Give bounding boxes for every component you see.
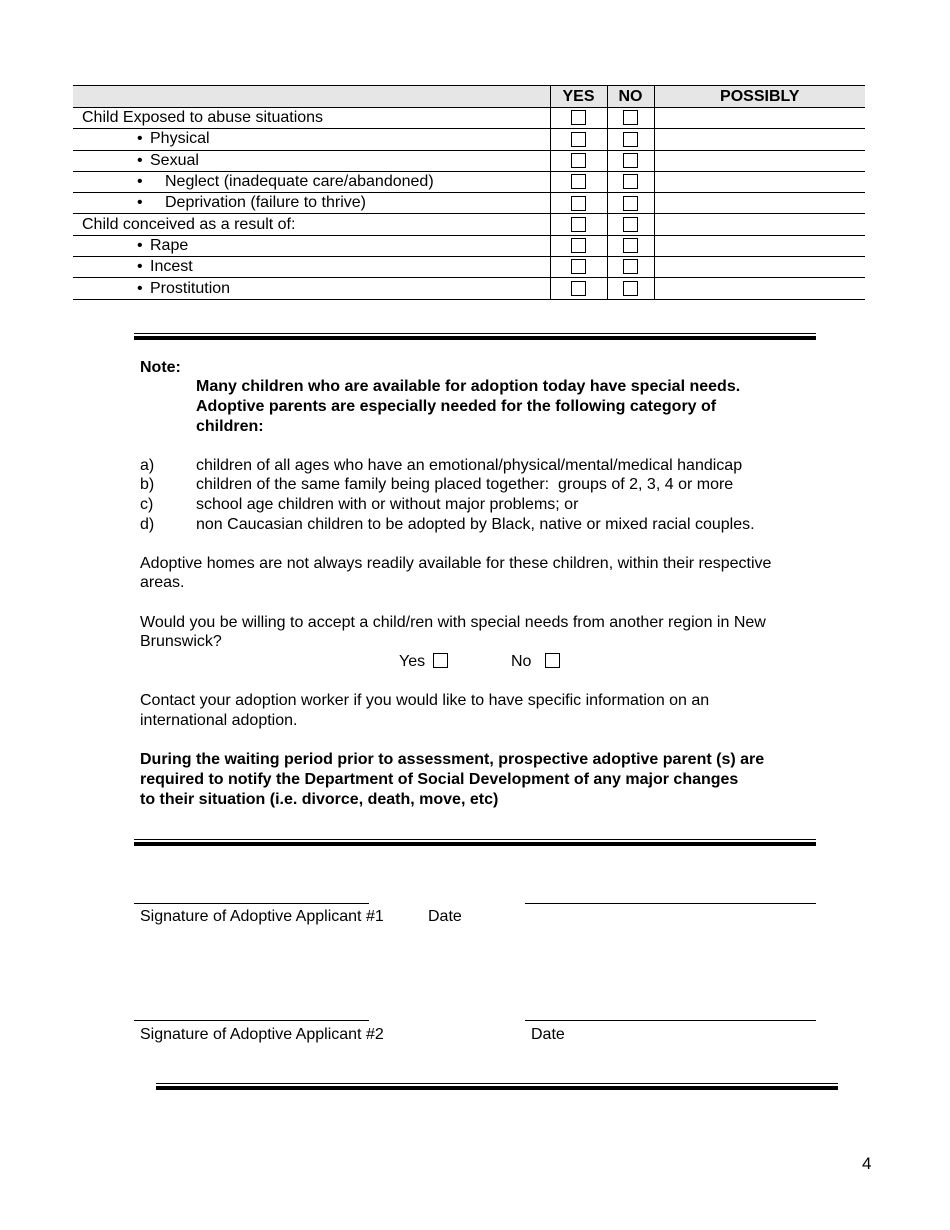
yes-checkbox[interactable] — [571, 217, 586, 232]
list-item — [140, 515, 755, 535]
row-yes-cell — [550, 257, 607, 278]
row-label-cell — [73, 214, 550, 235]
note-intro-line-1: Many children who are available for adoption today have special needs. — [196, 378, 741, 395]
availability-line-1: Adoptive homes are not always readily available for these children, within their respective — [140, 555, 772, 572]
table-row — [73, 108, 865, 129]
bullet-icon: • — [137, 236, 143, 254]
row-label: Neglect (inadequate care/abandoned) — [165, 173, 434, 191]
signature-line-applicant-1[interactable] — [134, 903, 369, 904]
list-text: non Caucasian children to be adopted by Black, native or mixed racial couples. — [196, 516, 755, 533]
row-yes-cell — [550, 171, 607, 192]
row-no-cell — [607, 108, 654, 129]
row-yes-cell — [550, 129, 607, 150]
table-row — [73, 278, 865, 299]
yes-checkbox[interactable] — [433, 653, 448, 668]
row-label: Deprivation (failure to thrive) — [165, 194, 366, 212]
row-yes-cell — [550, 278, 607, 299]
table-row — [73, 171, 865, 192]
table-row — [73, 214, 865, 235]
yes-checkbox[interactable] — [571, 110, 586, 125]
row-label-cell — [73, 235, 550, 256]
signature-label-applicant-2: Signature of Adoptive Applicant #2 — [140, 1026, 384, 1043]
no-checkbox[interactable] — [545, 653, 560, 668]
yes-label: Yes — [399, 653, 426, 670]
signature-label-applicant-1: Signature of Adoptive Applicant #1 — [140, 908, 384, 925]
row-possibly-cell[interactable] — [654, 150, 865, 171]
note-intro-line-3: children: — [196, 418, 264, 435]
list-text: school age children with or without major problems; or — [196, 496, 579, 513]
table-row — [73, 235, 865, 256]
no-checkbox[interactable] — [623, 238, 638, 253]
list-item — [140, 495, 578, 515]
row-label-cell — [73, 171, 550, 192]
waiting-line-2: required to notify the Department of Social Development of any major changes — [140, 771, 739, 788]
yes-checkbox[interactable] — [571, 153, 586, 168]
row-no-cell — [607, 171, 654, 192]
note-heading: Note: — [140, 359, 181, 376]
yes-checkbox[interactable] — [571, 281, 586, 296]
row-possibly-cell[interactable] — [654, 214, 865, 235]
row-yes-cell — [550, 235, 607, 256]
question-line-2: Brunswick? — [140, 633, 222, 650]
no-checkbox[interactable] — [623, 281, 638, 296]
contact-line-1: Contact your adoption worker if you would like to have specific information on an — [140, 692, 710, 709]
row-no-cell — [607, 214, 654, 235]
row-label-cell — [73, 150, 550, 171]
row-no-cell — [607, 235, 654, 256]
list-letter: c) — [140, 496, 154, 513]
row-no-cell — [607, 278, 654, 299]
table-row — [73, 129, 865, 150]
no-checkbox[interactable] — [623, 196, 638, 211]
no-checkbox[interactable] — [623, 174, 638, 189]
row-label: Rape — [150, 236, 189, 254]
waiting-line-3: to their situation (i.e. divorce, death, move, etc) — [140, 791, 499, 808]
section-divider-middle — [134, 839, 816, 846]
no-checkbox[interactable] — [623, 132, 638, 147]
row-label-cell — [73, 129, 550, 150]
table-header-row — [73, 86, 865, 108]
header-yes: YES — [550, 86, 607, 108]
availability-line-2: areas. — [140, 574, 185, 591]
header-no: NO — [607, 86, 654, 108]
row-label: Child conceived as a result of: — [82, 215, 296, 233]
yes-checkbox[interactable] — [571, 174, 586, 189]
yes-checkbox[interactable] — [571, 196, 586, 211]
yes-option — [399, 652, 448, 672]
list-text: children of all ages who have an emotional/physical/mental/medical handicap — [196, 457, 743, 474]
bullet-icon: • — [137, 258, 143, 276]
row-possibly-cell[interactable] — [654, 108, 865, 129]
waiting-line-1: During the waiting period prior to assessment, prospective adoptive parent (s) are — [140, 751, 765, 768]
row-possibly-cell[interactable] — [654, 257, 865, 278]
row-yes-cell — [550, 108, 607, 129]
bullet-icon: • — [137, 279, 143, 297]
row-label: Child Exposed to abuse situations — [82, 109, 324, 127]
date-line-1[interactable] — [525, 903, 816, 904]
list-letter: d) — [140, 516, 155, 533]
table-row — [73, 193, 865, 214]
table-row — [73, 257, 865, 278]
list-text: children of the same family being placed together: groups of 2, 3, 4 or more — [196, 476, 734, 493]
row-label: Sexual — [150, 151, 199, 169]
row-no-cell — [607, 129, 654, 150]
row-label-cell — [73, 278, 550, 299]
no-checkbox[interactable] — [623, 259, 638, 274]
yes-checkbox[interactable] — [571, 259, 586, 274]
yes-checkbox[interactable] — [571, 238, 586, 253]
date-line-2[interactable] — [525, 1020, 816, 1021]
bullet-icon: • — [137, 130, 143, 148]
yes-checkbox[interactable] — [571, 132, 586, 147]
list-letter: a) — [140, 457, 155, 474]
row-label-cell — [73, 193, 550, 214]
signature-line-applicant-2[interactable] — [134, 1020, 369, 1021]
contact-line-2: international adoption. — [140, 712, 298, 729]
page-number: 4 — [862, 1154, 872, 1173]
row-possibly-cell[interactable] — [654, 193, 865, 214]
row-no-cell — [607, 257, 654, 278]
question-line-1: Would you be willing to accept a child/ren with special needs from another region in New — [140, 614, 766, 631]
row-possibly-cell[interactable] — [654, 278, 865, 299]
date-label-1: Date — [428, 908, 462, 925]
header-possibly: POSSIBLY — [654, 86, 865, 108]
row-possibly-cell[interactable] — [654, 171, 865, 192]
date-label-2: Date — [531, 1026, 565, 1043]
row-possibly-cell[interactable] — [654, 129, 865, 150]
row-possibly-cell[interactable] — [654, 235, 865, 256]
row-label-cell — [73, 108, 550, 129]
row-label: Incest — [150, 258, 193, 276]
row-yes-cell — [550, 193, 607, 214]
no-checkbox[interactable] — [623, 153, 638, 168]
row-label: Physical — [150, 130, 210, 148]
list-item — [140, 475, 733, 495]
row-no-cell — [607, 150, 654, 171]
bullet-icon: • — [137, 151, 143, 169]
list-letter: b) — [140, 476, 155, 493]
row-label-cell — [73, 257, 550, 278]
no-checkbox[interactable] — [623, 110, 638, 125]
no-checkbox[interactable] — [623, 217, 638, 232]
section-divider-top — [134, 333, 816, 340]
row-no-cell — [607, 193, 654, 214]
list-item — [140, 456, 742, 476]
row-yes-cell — [550, 150, 607, 171]
note-intro-line-2: Adoptive parents are especially needed for the following category of — [196, 398, 717, 415]
section-divider-bottom — [156, 1083, 838, 1090]
table-row — [73, 150, 865, 171]
no-label: No — [511, 653, 532, 670]
no-option — [511, 652, 560, 672]
bullet-icon: • — [137, 173, 143, 191]
row-yes-cell — [550, 214, 607, 235]
bullet-icon: • — [137, 194, 143, 212]
abuse-exposure-table — [73, 85, 865, 300]
header-item — [73, 86, 550, 108]
row-label: Prostitution — [150, 279, 231, 297]
